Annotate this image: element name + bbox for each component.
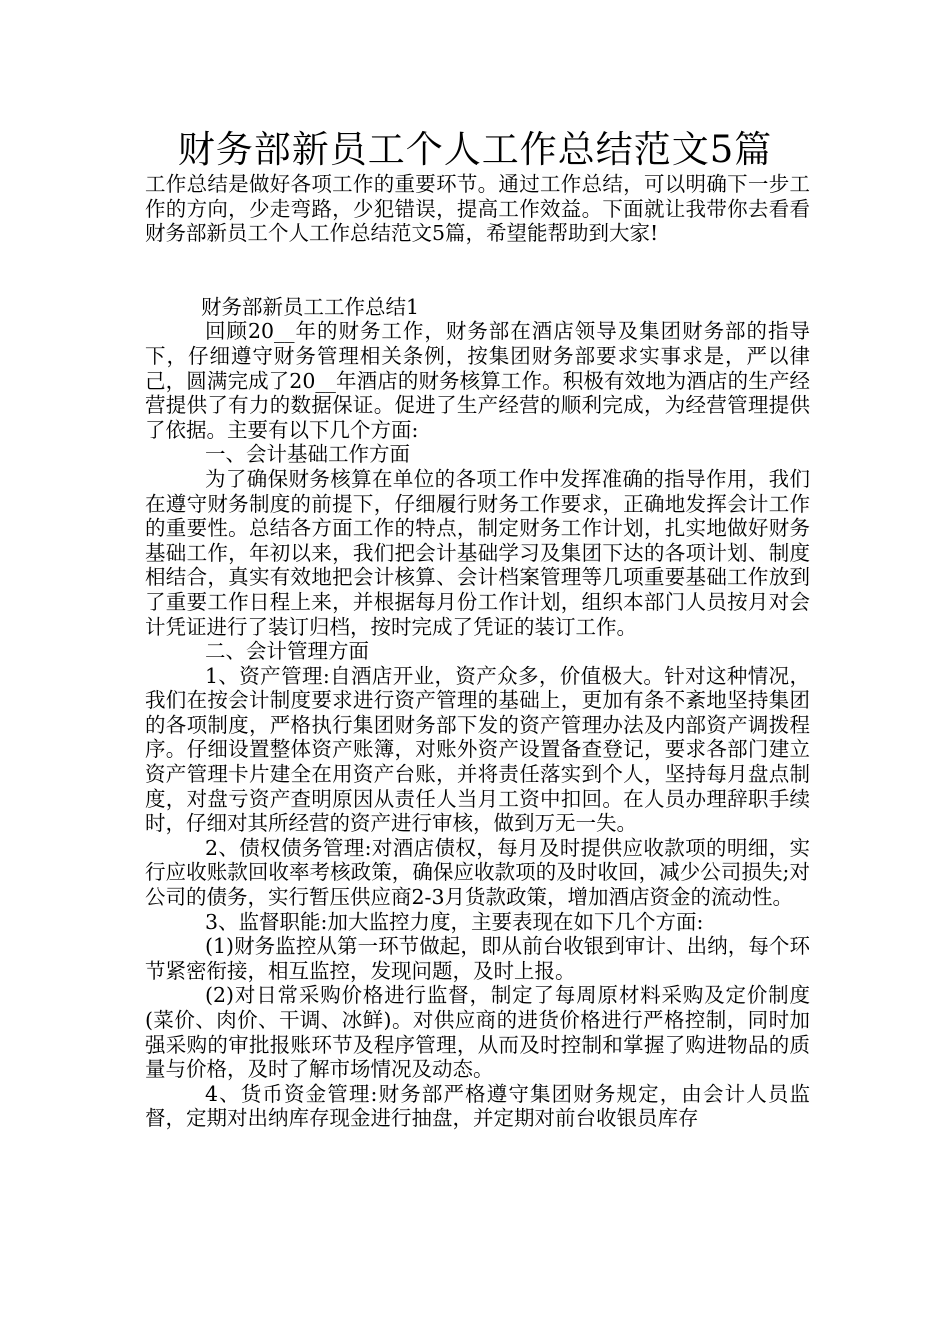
document-body bbox=[145, 172, 810, 1131]
spacer bbox=[145, 246, 810, 295]
heading-accounting-management: 二、会计管理方面 bbox=[205, 639, 369, 664]
intro-paragraph: 工作总结是做好各项工作的重要环节。通过工作总结，可以明确下一步工作的方向，少走弯路，少犯错误，提高工作效益。下面就让我带你去看看财务部新员工个人工作总结范文5篇，希望能帮助到大家! bbox=[145, 172, 810, 246]
paragraph-supervision-1: (1)财务监控从第一环节做起，即从前台收银到审计、出纳，每个环节紧密衔接，相互监控，发现问题，及时上报。 bbox=[145, 934, 810, 983]
paragraph-asset-management: 1、资产管理:自酒店开业，资产众多，价值极大。针对这种情况，我们在按会计制度要求进行资产管理的基础上，更加有条不紊地坚持集团的各项制度，严格执行集团财务部下发的资产管理办法及内部资产调拨程序。仔细设置整体资产账簿，对账外资产设置备查登记，要求各部门建立资产管理卡片建全在用资产台账，并将责任落实到个人，坚持每月盘点制度，对盘亏资产查明原因从责任人当月工资中扣回。在人员办理辞职手续时，仔细对其所经营的资产进行审核，做到万无一失。 bbox=[145, 663, 810, 836]
paragraph-supervision: 3、监督职能:加大监控力度，主要表现在如下几个方面: bbox=[205, 909, 704, 934]
section-heading: 财务部新员工工作总结1 bbox=[201, 294, 420, 319]
paragraph-debt-management: 2、债权债务管理:对酒店债权，每月及时提供应收款项的明细，实行应收账款回收率考核政策，确保应收款项的及时收回，减少公司损失;对公司的债务，实行暂压供应商2-3月货款政策，增加酒店资金的流动性。 bbox=[145, 835, 810, 910]
document-title: 财务部新员工个人工作总结范文5篇 bbox=[177, 128, 773, 171]
paragraph-accounting-basics: 为了确保财务核算在单位的各项工作中发挥准确的指导作用，我们在遵守财务制度的前提下，仔细履行财务工作要求，正确地发挥会计工作的重要性。总结各方面工作的特点，制定财务工作计划，扎实地做好财务基础工作，年初以来，我们把会计基础学习及集团下达的各项计划、制度相结合，真实有效地把会计核算、会计档案管理等几项重要基础工作放到了重要工作日程上来，并根据每月份工作计划，组织本部门人员按月对会计凭证进行了装订归档，按时完成了凭证的装订工作。 bbox=[145, 466, 810, 639]
paragraph-supervision-2: (2)对日常采购价格进行监督，制定了每周原材料采购及定价制度(菜价、肉价、干调、冰鲜)。对供应商的进货价格进行严格控制，同时加强采购的审批报账环节及程序管理，从而及时控制和掌握了购进物品的质量与价格，及时了解市场情况及动态。 bbox=[145, 983, 810, 1082]
paragraph-review: 回顾20__年的财务工作，财务部在酒店领导及集团财务部的指导下，仔细遵守财务管理相关条例，按集团财务部要求实事求是，严以律己，圆满完成了20__年酒店的财务核算工作。积极有效地为酒店的生产经营提供了有力的数据保证。促进了生产经营的顺利完成，为经营管理提供了依据。主要有以下几个方面: bbox=[145, 319, 810, 442]
heading-accounting-basics: 一、会计基础工作方面 bbox=[205, 442, 410, 467]
paragraph-cash-management: 4、货币资金管理:财务部严格遵守集团财务规定，由会计人员监督，定期对出纳库存现金进行抽盘，并定期对前台收银员库存 bbox=[145, 1081, 810, 1131]
